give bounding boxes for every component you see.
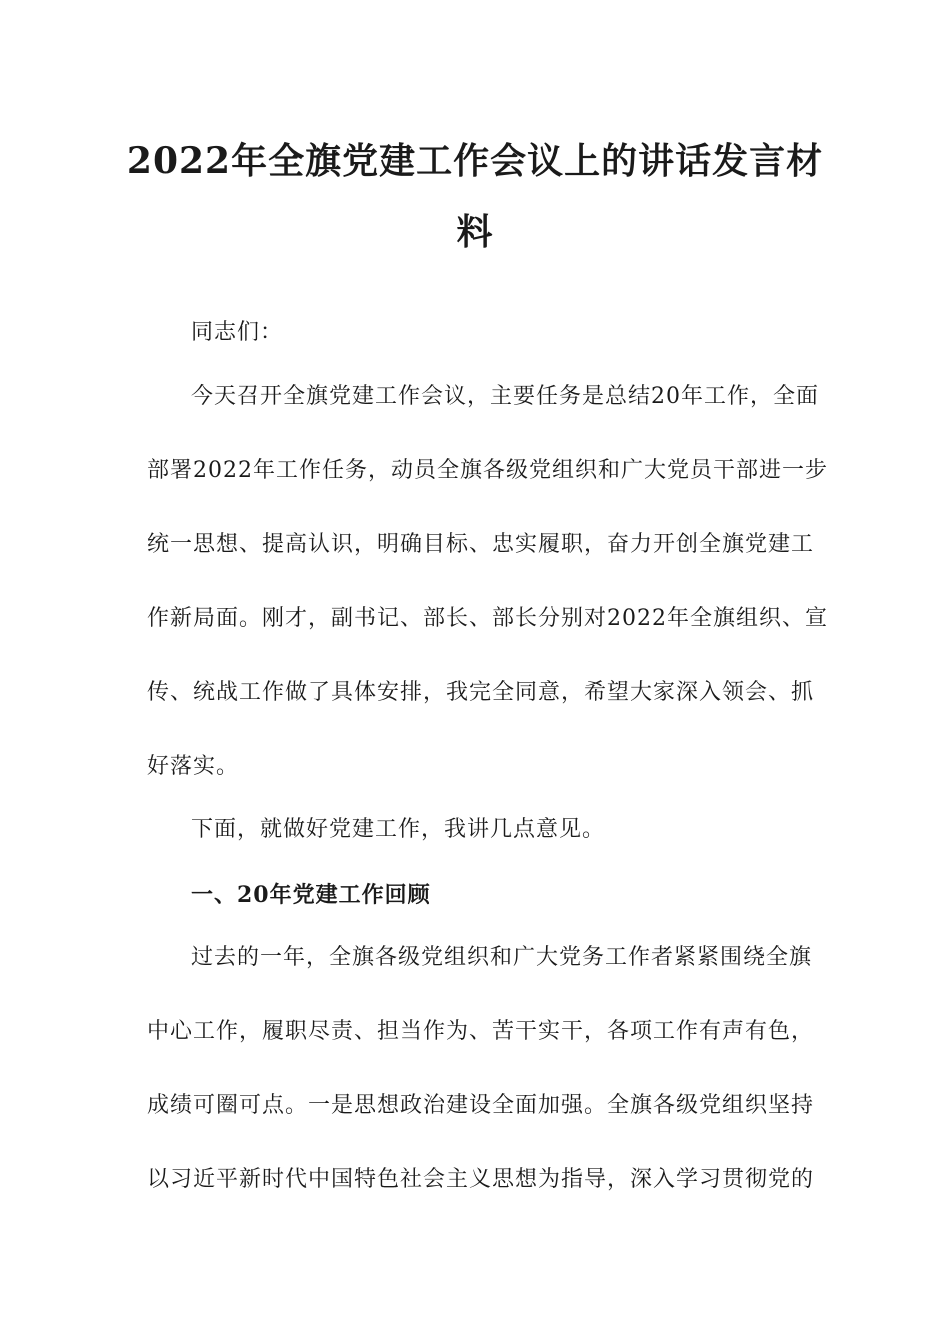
paragraph-3-line-4: 以习近平新时代中国特色社会主义思想为指导，深入学习贯彻党的	[147, 1167, 815, 1192]
paragraph-1-line-1: 今天召开全旗党建工作会议，主要任务是总结20年工作，全面	[191, 384, 819, 409]
document-title-line-1: 2022年全旗党建工作会议上的讲话发言材	[126, 140, 824, 182]
paragraph-3-line-3: 成绩可圈可点。一是思想政治建设全面加强。全旗各级党组织坚持	[147, 1093, 815, 1118]
paragraph-1-line-2: 部署2022年工作任务，动员全旗各级党组织和广大党员干部进一步	[147, 458, 828, 483]
paragraph-1-line-3: 统一思想、提高认识，明确目标、忠实履职，奋力开创全旗党建工	[147, 532, 815, 557]
paragraph-3-line-1: 过去的一年，全旗各级党组织和广大党务工作者紧紧围绕全旗	[191, 945, 813, 970]
paragraph-1-line-5: 传、统战工作做了具体安排，我完全同意，希望大家深入领会、抓	[147, 680, 815, 705]
paragraph-1-line-4: 作新局面。刚才，副书记、部长、部长分别对2022年全旗组织、宣	[147, 606, 828, 631]
salutation: 同志们：	[191, 320, 284, 345]
paragraph-1-line-6: 好落实。	[147, 754, 240, 779]
section-heading: 一、20年党建工作回顾	[191, 882, 431, 908]
document-title-line-2: 料	[456, 211, 494, 253]
paragraph-2-line-1: 下面，就做好党建工作，我讲几点意见。	[191, 817, 606, 842]
paragraph-3-line-2: 中心工作，履职尽责、担当作为、苦干实干，各项工作有声有色，	[147, 1019, 815, 1044]
